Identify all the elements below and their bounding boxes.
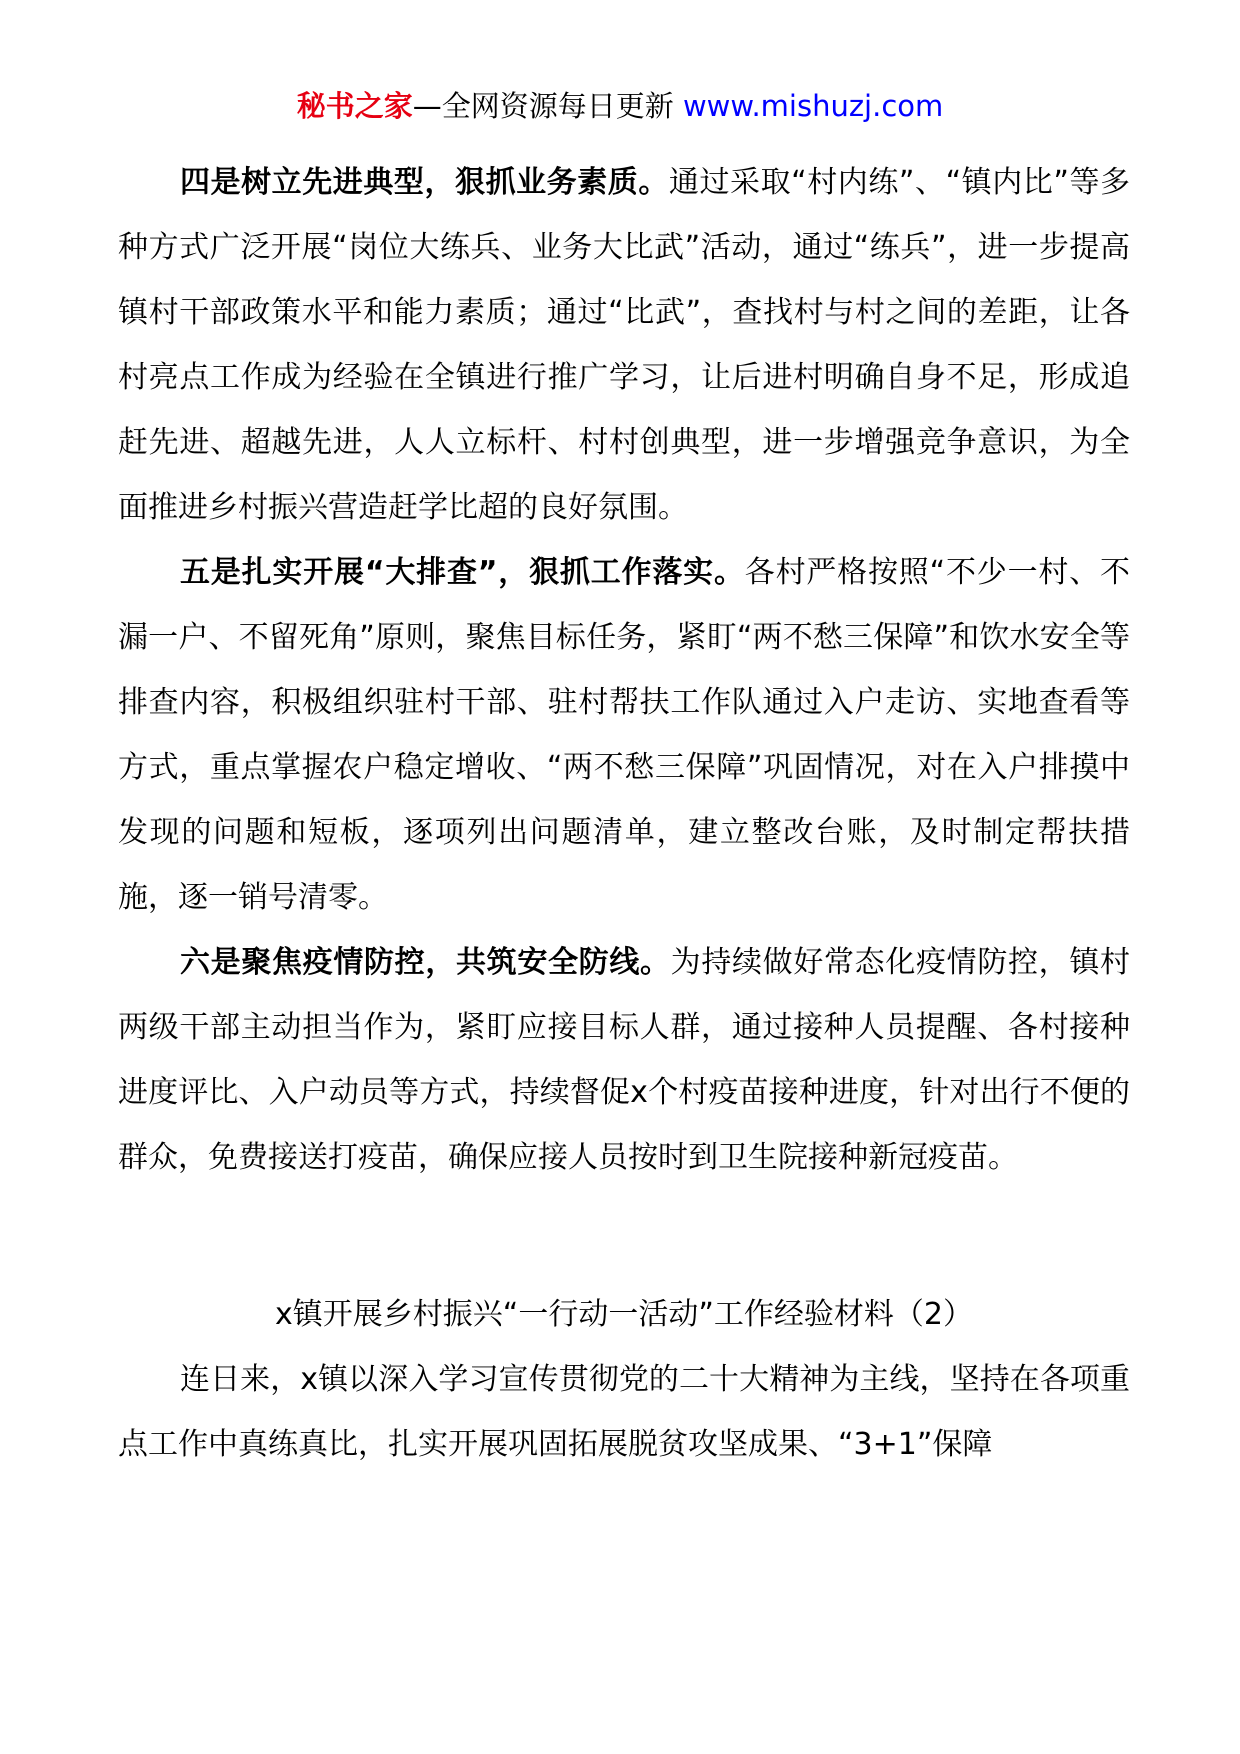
paragraph-text: 各村严格按照“不少一村、不漏一户、不留死角”原则，聚焦目标任务，紧盯“两不愁三保障”和饮水安全等排查内容，积极组织驻村干部、驻村帮扶工作队通过入户走访、实地查看等方式，重点掌握农户稳定增收、“两不愁三保障”巩固情况，对在入户排摸中发现的问题和短板，逐项列出问题清单，建立整改台账，及时制定帮扶措施，逐一销号清零。 (118, 555, 1130, 915)
closing-paragraph: 连日来，x镇以深入学习宣传贯彻党的二十大精神为主线，坚持在各项重点工作中真练真比，扎实开展巩固拓展脱贫攻坚成果、“3+1”保障 (118, 1362, 1130, 1462)
paragraph-lead: 五是扎实开展“大排查”，狠抓工作落实。 (180, 555, 745, 590)
paragraph-lead: 四是树立先进典型，狠抓业务素质。 (180, 165, 669, 200)
paragraph-5 (118, 540, 1130, 930)
paragraph-text: 通过采取“村内练”、“镇内比”等多种方式广泛开展“岗位大练兵、业务大比武”活动，通过“练兵”，进一步提高镇村干部政策水平和能力素质；通过“比武”，查找村与村之间的差距，让各村亮点工作成为经验在全镇进行推广学习，让后进村明确自身不足，形成追赶先进、超越先进，人人立标杆、村村创典型，进一步增强竞争意识，为全面推进乡村振兴营造赶学比超的良好氛围。 (118, 165, 1131, 525)
paragraph-4 (118, 150, 1130, 540)
header-brand: 秘书之家 (296, 89, 413, 123)
page-header (0, 86, 1240, 126)
paragraph-lead: 六是聚焦疫情防控，共筑安全防线。 (180, 945, 671, 980)
header-tagline: —全网资源每日更新 (412, 89, 674, 123)
paragraph-6 (118, 930, 1130, 1190)
header-site-link[interactable]: www.mishuzj.com (682, 89, 944, 123)
document-body (118, 150, 1130, 1477)
section-title: x镇开展乡村振兴“一行动一活动”工作经验材料（2） (275, 1297, 973, 1332)
paragraph-text: 为持续做好常态化疫情防控，镇村两级干部主动担当作为，紧盯应接目标人群，通过接种人员提醒、各村接种进度评比、入户动员等方式，持续督促x个村疫苗接种进度，针对出行不便的群众，免费接送打疫苗，确保应接人员按时到卫生院接种新冠疫苗。 (118, 945, 1131, 1175)
